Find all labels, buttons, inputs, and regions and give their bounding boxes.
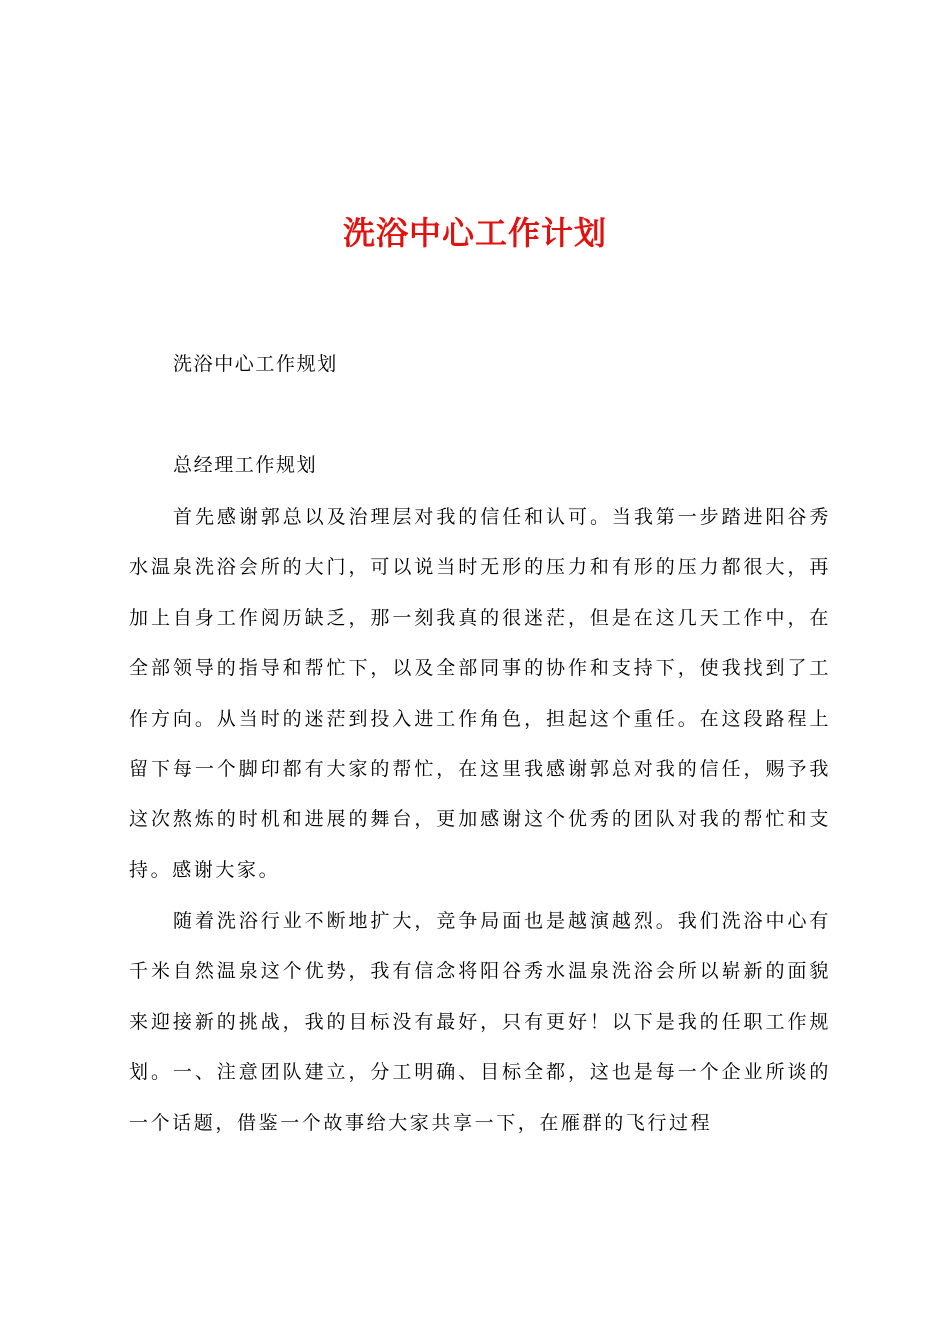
section-title: 总经理工作规划 <box>173 454 318 476</box>
document-subtitle: 洗浴中心工作规划 <box>173 353 338 375</box>
body-paragraph-1: 首先感谢郭总以及治理层对我的信任和认可。当我第一步踏进阳谷秀水温泉洗浴会所的大门，可以说当时无形的压力和有形的压力都很大，再加上自身工作阅历缺乏，那一刻我真的很迷茫，但是在这几天工作中，在全部领导的指导和帮忙下，以及全部同事的协作和支持下，使我找到了工作方向。从当时的迷茫到投入进工作角色，担起这个重任。在这段路程上留下每一个脚印都有大家的帮忙，在这里我感谢郭总对我的信任，赐予我这次熬炼的时机和进展的舞台，更加感谢这个优秀的团队对我的帮忙和支持。感谢大家。 <box>129 506 831 881</box>
document-title: 洗浴中心工作计划 <box>342 214 607 252</box>
body-paragraph-2: 随着洗浴行业不断地扩大，竞争局面也是越演越烈。我们洗浴中心有千米自然温泉这个优势，我有信念将阳谷秀水温泉洗浴会所以崭新的面貌来迎接新的挑战，我的目标没有最好，只有更好！以下是我的任职工作规划。一、注意团队建立，分工明确、目标全都，这也是每一个企业所谈的一个话题，借鉴一个故事给大家共享一下，在雁群的飞行过程 <box>129 910 831 1134</box>
